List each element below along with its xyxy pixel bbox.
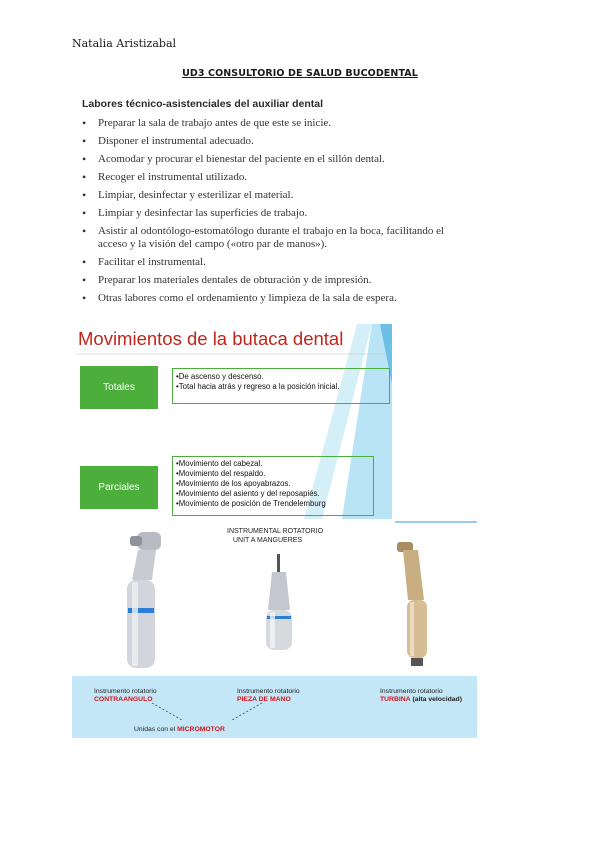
- contraangulo-caption: Instrumento rotatorio CONTRAANGULO: [94, 688, 157, 703]
- list-item: • Limpiar y desinfectar las superficies de trabajo.: [80, 207, 450, 220]
- turbina-caption: Instrumento rotatorio TURBINA (alta velocidad): [380, 688, 462, 703]
- instruments-graphic: [72, 520, 477, 738]
- turbina-icon: [397, 542, 427, 666]
- list-item: • Movimiento del cabezal.: [176, 459, 326, 469]
- totales-box: Totales: [80, 366, 158, 409]
- list-item: • Preparar los materiales dentales de obturación y de impresión.: [80, 274, 450, 287]
- instrumental-rotatorio-label: INSTRUMENTAL ROTATORIO UNIT A MANGUERES: [227, 528, 324, 544]
- list-item: • Facilitar el instrumental.: [80, 256, 450, 269]
- parciales-list: [176, 459, 326, 509]
- list-item: • Otras labores como el ordenamiento y limpieza de la sala de espera.: [80, 292, 450, 305]
- slide-title: Movimientos de la butaca dental: [78, 328, 344, 349]
- list-item: • Movimiento del asiento y del reposapiés.: [176, 489, 326, 499]
- totales-list: [176, 372, 340, 392]
- list-item: • Recoger el instrumental utilizado.: [80, 171, 450, 184]
- list-item: • Movimiento de posición de Trendelemburg: [176, 499, 326, 509]
- pieza-de-mano-caption: Instrumento rotatorio PIEZA DE MANO: [237, 688, 300, 703]
- pieza-de-mano-icon: [266, 554, 292, 650]
- list-item: • Disponer el instrumental adecuado.: [80, 135, 450, 148]
- task-list: [80, 117, 450, 310]
- rotary-instruments-panel: [72, 520, 477, 738]
- list-item: • Movimiento de los apoyabrazos.: [176, 479, 326, 489]
- chair-movements-slide: [72, 324, 392, 519]
- list-item: • Asistir al odontólogo-estomatólogo durante el trabajo en la boca, facilitando el acceso y la visión del campo («otro par de manos»).: [80, 225, 450, 251]
- document-title: UD3 CONSULTORIO DE SALUD BUCODENTAL: [182, 68, 418, 79]
- list-item: • Total hacia atrás y regreso a la posición inicial.: [176, 382, 340, 392]
- section-heading: Labores técnico-asistenciales del auxiliar dental: [82, 98, 324, 110]
- author-name: Natalia Aristizabal: [72, 37, 177, 50]
- parciales-box: Parciales: [80, 466, 158, 509]
- list-item: • Preparar la sala de trabajo antes de que este se inicie.: [80, 117, 450, 130]
- micromotor-caption: Unidas con el MICROMOTOR: [134, 726, 225, 733]
- list-item: • Movimiento del respaldo.: [176, 469, 326, 479]
- list-item: • De ascenso y descenso.: [176, 372, 340, 382]
- list-item: • Acomodar y procurar el bienestar del paciente en el sillón dental.: [80, 153, 450, 166]
- contraangulo-icon: [127, 532, 161, 668]
- list-item: • Limpiar, desinfectar y esterilizar el material.: [80, 189, 450, 202]
